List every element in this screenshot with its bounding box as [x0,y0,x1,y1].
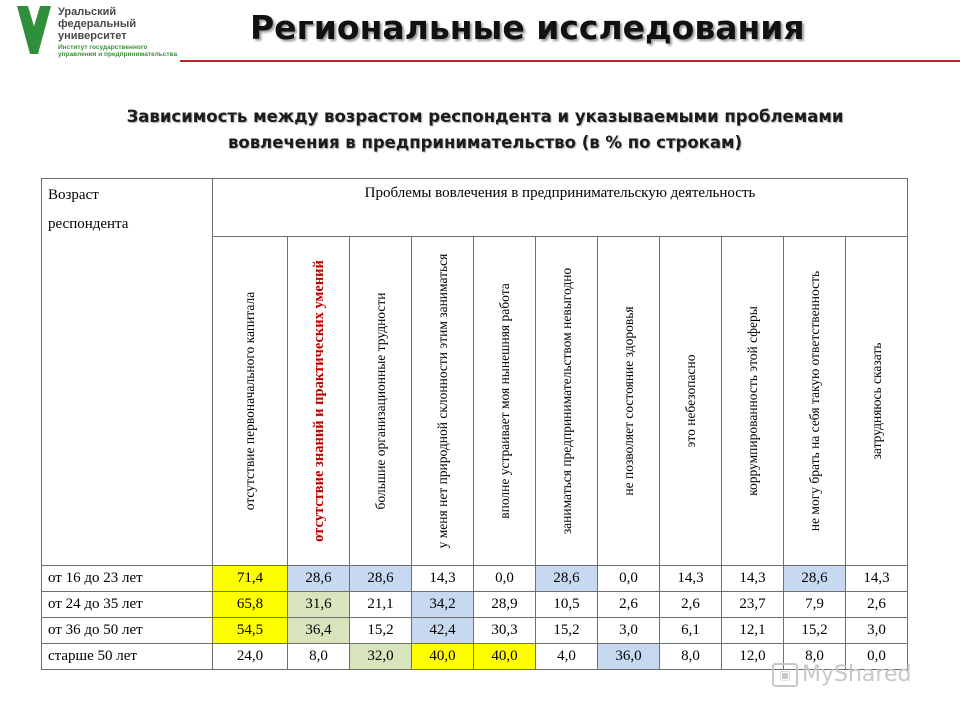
watermark-icon: ▣ [772,663,798,687]
column-header-responsibility [784,237,846,566]
column-header-label: не могу брать на себя такую ответственность [806,270,822,532]
table-cell: 3,0 [598,618,660,644]
logo-line-2: федеральный [58,18,137,30]
watermark [772,662,911,687]
table-cell: 40,0 [412,644,474,670]
logo-text [58,6,136,42]
table-caption [60,104,910,156]
age-header-line-2: респондента [48,216,129,232]
column-header-label: отсутствие первоначального капитала [242,291,257,511]
column-header-label: вполне устраивает моя нынешняя работа [496,283,512,519]
table-cell: 3,0 [846,618,908,644]
table-cell: 7,9 [784,592,846,618]
table-cell: 8,0 [660,644,722,670]
column-header-knowledge [288,237,350,566]
table-cell: 54,5 [213,618,288,644]
row-label: от 36 до 50 лет [42,618,213,644]
table-row [42,592,908,618]
column-header-label: большие организационные трудности [372,292,388,510]
title-divider [180,60,960,62]
table-cell: 71,4 [213,566,288,592]
ural-university-logo-icon [14,4,54,56]
table-cell: 34,2 [412,592,474,618]
table-cell: 28,6 [536,566,598,592]
column-header-current-job [474,237,536,566]
column-header-unsafe [660,237,722,566]
column-header-undecided [846,237,908,566]
table-cell: 2,6 [660,592,722,618]
table-cell: 12,1 [722,618,784,644]
column-header-label: затрудняюсь сказать [868,342,884,460]
logo-sub-line-1: Институт государственного [58,44,148,51]
logo-line-1: Уральский [58,6,117,18]
column-header-corruption [722,237,784,566]
table-row [42,618,908,644]
table-cell: 4,0 [536,644,598,670]
table-cell: 28,6 [784,566,846,592]
column-header-health [598,237,660,566]
university-logo [14,4,178,58]
column-header-label: не позволяет состояние здоровья [620,306,636,496]
table-cell: 0,0 [846,644,908,670]
table-cell: 32,0 [350,644,412,670]
table-cell: 36,4 [288,618,350,644]
table-cell: 23,7 [722,592,784,618]
table-cell: 14,3 [722,566,784,592]
table-cell: 28,6 [350,566,412,592]
table-cell: 15,2 [350,618,412,644]
table-row [42,566,908,592]
table-cell: 6,1 [660,618,722,644]
column-header-capital [213,237,288,566]
row-label: старше 50 лет [42,644,213,670]
table-cell: 2,6 [598,592,660,618]
table-cell: 28,9 [474,592,536,618]
problems-group-header: Проблемы вовлечения в предпринимательскую деятельность [213,179,908,237]
table-cell: 15,2 [536,618,598,644]
table-cell: 8,0 [784,644,846,670]
table-cell: 2,6 [846,592,908,618]
table-cell: 0,0 [598,566,660,592]
column-header-label: заниматься предпринимательством невыгодно [558,267,574,535]
page-title: Региональные исследования [250,8,805,47]
table-cell: 31,6 [288,592,350,618]
table-cell: 24,0 [213,644,288,670]
logo-sub-line-2: управления и предпринимательства [58,51,178,58]
table-cell: 28,6 [288,566,350,592]
table-cell: 65,8 [213,592,288,618]
column-header-label: это небезопасно [682,354,698,448]
table-cell: 8,0 [288,644,350,670]
column-header-label: у меня нет природной склонности этим заниматься [434,253,450,549]
row-label: от 24 до 35 лет [42,592,213,618]
column-header-unprofitable [536,237,598,566]
column-header-label: коррумпированность этой сферы [744,306,760,496]
table-cell: 12,0 [722,644,784,670]
table-cell: 14,3 [412,566,474,592]
age-header-line-1: Возраст [48,187,99,203]
logo-line-3: университет [58,30,127,42]
table-cell: 14,3 [660,566,722,592]
column-header-label: отсутствие знаний и практических умений [310,260,327,542]
caption-line-1: Зависимость между возрастом респондента и указываемыми проблемами [126,107,844,126]
table-cell: 15,2 [784,618,846,644]
table-cell: 36,0 [598,644,660,670]
column-header-inclination [412,237,474,566]
table-cell: 14,3 [846,566,908,592]
logo-subtext [58,44,188,58]
data-table [41,178,908,670]
table-cell: 42,4 [412,618,474,644]
column-header-organizational [350,237,412,566]
table-cell: 21,1 [350,592,412,618]
age-column-header [42,179,213,566]
table-cell: 10,5 [536,592,598,618]
watermark-text: MyShared [802,662,912,687]
table-cell: 30,3 [474,618,536,644]
caption-line-2: вовлечения в предпринимательство (в % по строкам) [227,133,743,152]
table-cell: 40,0 [474,644,536,670]
table-cell: 0,0 [474,566,536,592]
row-label: от 16 до 23 лет [42,566,213,592]
